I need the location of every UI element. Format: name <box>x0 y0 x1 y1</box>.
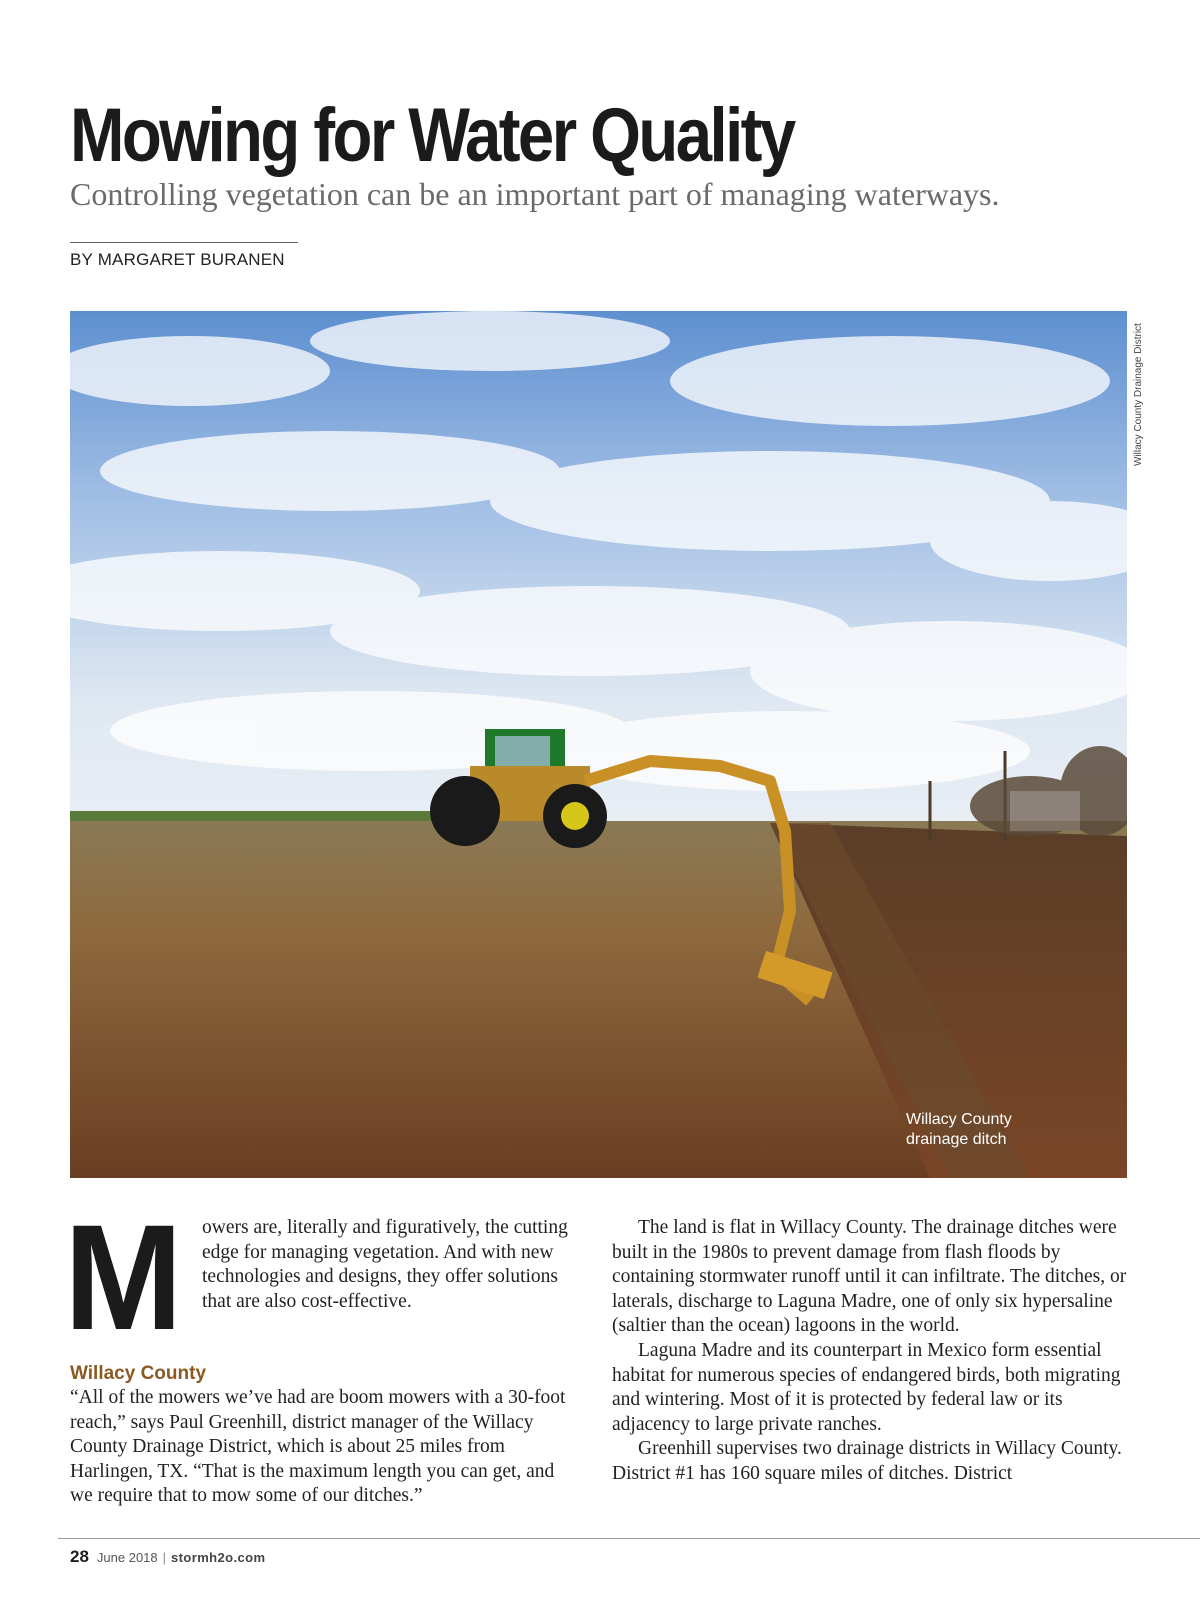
byline-rule <box>70 242 298 243</box>
hero-photo <box>70 311 1127 1178</box>
issue-date: June 2018 <box>96 1550 158 1565</box>
body-paragraph: Greenhill supervises two drainage districts in Willacy County. District #1 has 160 square miles of ditches. District <box>612 1438 1122 1484</box>
body-paragraph: The land is flat in Willacy County. The drainage ditches were built in the 1980s to prevent damage from flash floods by containing stormwater runoff until it can infiltrate. The ditches, or laterals, discharge to Laguna Madre, one of only six hypersaline (saltier than the ocean) lagoons in the world. <box>612 1217 1127 1337</box>
photo-credit: Willacy County Drainage District <box>1133 323 1144 466</box>
body-paragraph: “All of the mowers we’ve had are boom mowers with a 30-foot reach,” says Paul Greenhill, district manager of the Willacy County Drainage District, which is about 25 miles from Harlingen, TX. “That is the maximum length you can get, and we require that to mow some of our ditches.” <box>70 1387 566 1507</box>
article-headline: Mowing for Water Quality <box>70 93 794 178</box>
page-number: 28 <box>70 1547 89 1566</box>
body-paragraph: Laguna Madre and its counterpart in Mexico form essential habitat for numerous species of endangered birds, both migrating and wintering. Most of it is protected by federal law or its adjacency to large private ranches. <box>612 1339 1121 1435</box>
footer-rule <box>58 1538 1200 1539</box>
photo-caption <box>906 1110 1066 1150</box>
body-column-right <box>612 1216 1130 1487</box>
article-deck: Controlling vegetation can be an important part of managing waterways. <box>70 176 1000 212</box>
lead-text: owers are, literally and figuratively, the cutting edge for managing vegetation. And with new technologies and designs, they offer solutions that are also cost-effective. <box>202 1217 568 1312</box>
byline: BY MARGARET BURANEN <box>70 250 285 269</box>
body-column-left <box>64 1193 580 1509</box>
page-footer <box>70 1547 265 1567</box>
caption-line-2: drainage ditch <box>906 1131 1007 1148</box>
caption-line-1: Willacy County <box>906 1111 1012 1128</box>
lead-paragraph <box>64 1193 580 1361</box>
site-link[interactable]: stormh2o.com <box>171 1550 266 1565</box>
footer-separator: | <box>162 1550 167 1565</box>
drop-cap: M <box>64 1193 178 1361</box>
section-subhead: Willacy County <box>70 1363 207 1384</box>
